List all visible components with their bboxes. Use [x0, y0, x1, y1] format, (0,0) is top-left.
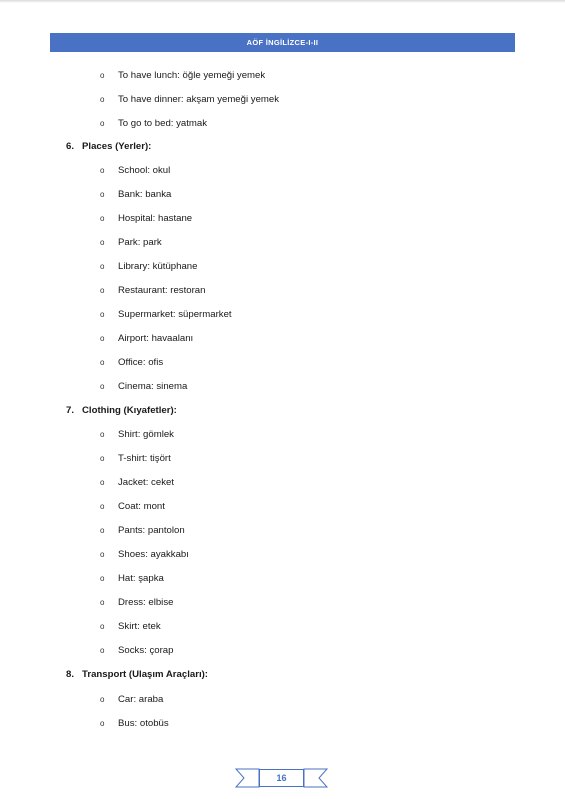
section-title: Clothing (Kıyafetler): [82, 405, 177, 416]
bullet-icon: o [100, 695, 105, 704]
bullet-icon: o [100, 502, 105, 511]
list-item [100, 501, 165, 513]
bullet-icon: o [100, 310, 105, 319]
section-title: Transport (Ulaşım Araçları): [82, 669, 208, 680]
bullet-icon: o [100, 622, 105, 631]
section-number: 6. [66, 141, 75, 152]
list-item [100, 718, 169, 730]
list-item-text: Car: araba [118, 694, 164, 705]
list-item [100, 261, 197, 273]
bullet-icon: o [100, 95, 105, 104]
list-item [100, 309, 232, 321]
list-item [100, 429, 174, 441]
bullet-icon: o [100, 190, 105, 199]
page-top-edge [0, 0, 565, 3]
list-item-text: Restaurant: restoran [118, 285, 206, 296]
list-item [100, 285, 205, 297]
bullet-icon: o [100, 262, 105, 271]
list-item [100, 477, 174, 489]
list-item [100, 237, 162, 249]
list-item-text: School: okul [118, 165, 171, 176]
bullet-icon: o [100, 526, 105, 535]
list-item [100, 453, 171, 465]
bullet-icon: o [100, 646, 105, 655]
list-item [100, 645, 173, 657]
bullet-icon: o [100, 71, 105, 80]
bullet-icon: o [100, 334, 105, 343]
list-item [100, 165, 170, 177]
list-item-text: Cinema: sinema [118, 381, 188, 392]
list-item-text: Coat: mont [118, 501, 165, 512]
bullet-icon: o [100, 478, 105, 487]
list-item [100, 549, 189, 561]
bullet-icon: o [100, 214, 105, 223]
section-number: 7. [66, 405, 75, 416]
list-item [100, 94, 279, 106]
list-item-text: Park: park [118, 237, 162, 248]
list-item [100, 333, 193, 345]
list-item-text: Jacket: ceket [118, 477, 174, 488]
list-item [100, 189, 171, 201]
section-heading [66, 669, 208, 681]
list-item [100, 621, 161, 633]
bullet-icon: o [100, 454, 105, 463]
list-item-text: Pants: pantolon [118, 525, 185, 536]
list-item-text: Office: ofis [118, 357, 164, 368]
list-item-text: Airport: havaalanı [118, 333, 194, 344]
list-item [100, 357, 163, 369]
list-item [100, 213, 192, 225]
list-item-text: To have lunch: öğle yemeği yemek [118, 70, 266, 81]
bullet-icon: o [100, 166, 105, 175]
list-item [100, 525, 185, 537]
bullet-icon: o [100, 238, 105, 247]
bullet-icon: o [100, 119, 105, 128]
list-item [100, 381, 187, 393]
page-footer [0, 761, 565, 791]
bullet-icon: o [100, 430, 105, 439]
list-item-text: Bank: banka [118, 189, 172, 200]
bullet-icon: o [100, 382, 105, 391]
list-item [100, 573, 164, 585]
bullet-icon: o [100, 286, 105, 295]
list-item-text: Hat: şapka [118, 573, 164, 584]
section-number: 8. [66, 669, 75, 680]
bullet-icon: o [100, 358, 105, 367]
list-item-text: Shoes: ayakkabı [118, 549, 189, 560]
list-item-text: To have dinner: akşam yemeği yemek [118, 94, 280, 105]
section-title: Places (Yerler): [82, 141, 152, 152]
list-item-text: Dress: elbise [118, 597, 174, 608]
bullet-icon: o [100, 550, 105, 559]
page-number [259, 769, 304, 787]
list-item-text: Shirt: gömlek [118, 429, 174, 440]
bullet-icon: o [100, 598, 105, 607]
list-item-text: Supermarket: süpermarket [118, 309, 232, 320]
list-item-text: Socks: çorap [118, 645, 174, 656]
section-heading [66, 405, 177, 417]
page-header-bar [50, 33, 515, 52]
list-item [100, 118, 207, 130]
list-item [100, 70, 265, 82]
list-item [100, 694, 163, 706]
bullet-icon: o [100, 719, 105, 728]
list-item-text: Skirt: etek [118, 621, 161, 632]
list-item [100, 597, 173, 609]
list-item-text: Bus: otobüs [118, 718, 169, 729]
section-heading [66, 141, 151, 153]
page-number-text: 16 [276, 773, 287, 783]
header-title: AÖF İNGİLİZCE-I-II [246, 38, 319, 47]
list-item-text: Library: kütüphane [118, 261, 198, 272]
bullet-icon: o [100, 574, 105, 583]
list-item-text: To go to bed: yatmak [118, 118, 208, 129]
list-item-text: Hospital: hastane [118, 213, 193, 224]
list-item-text: T-shirt: tişört [118, 453, 171, 464]
